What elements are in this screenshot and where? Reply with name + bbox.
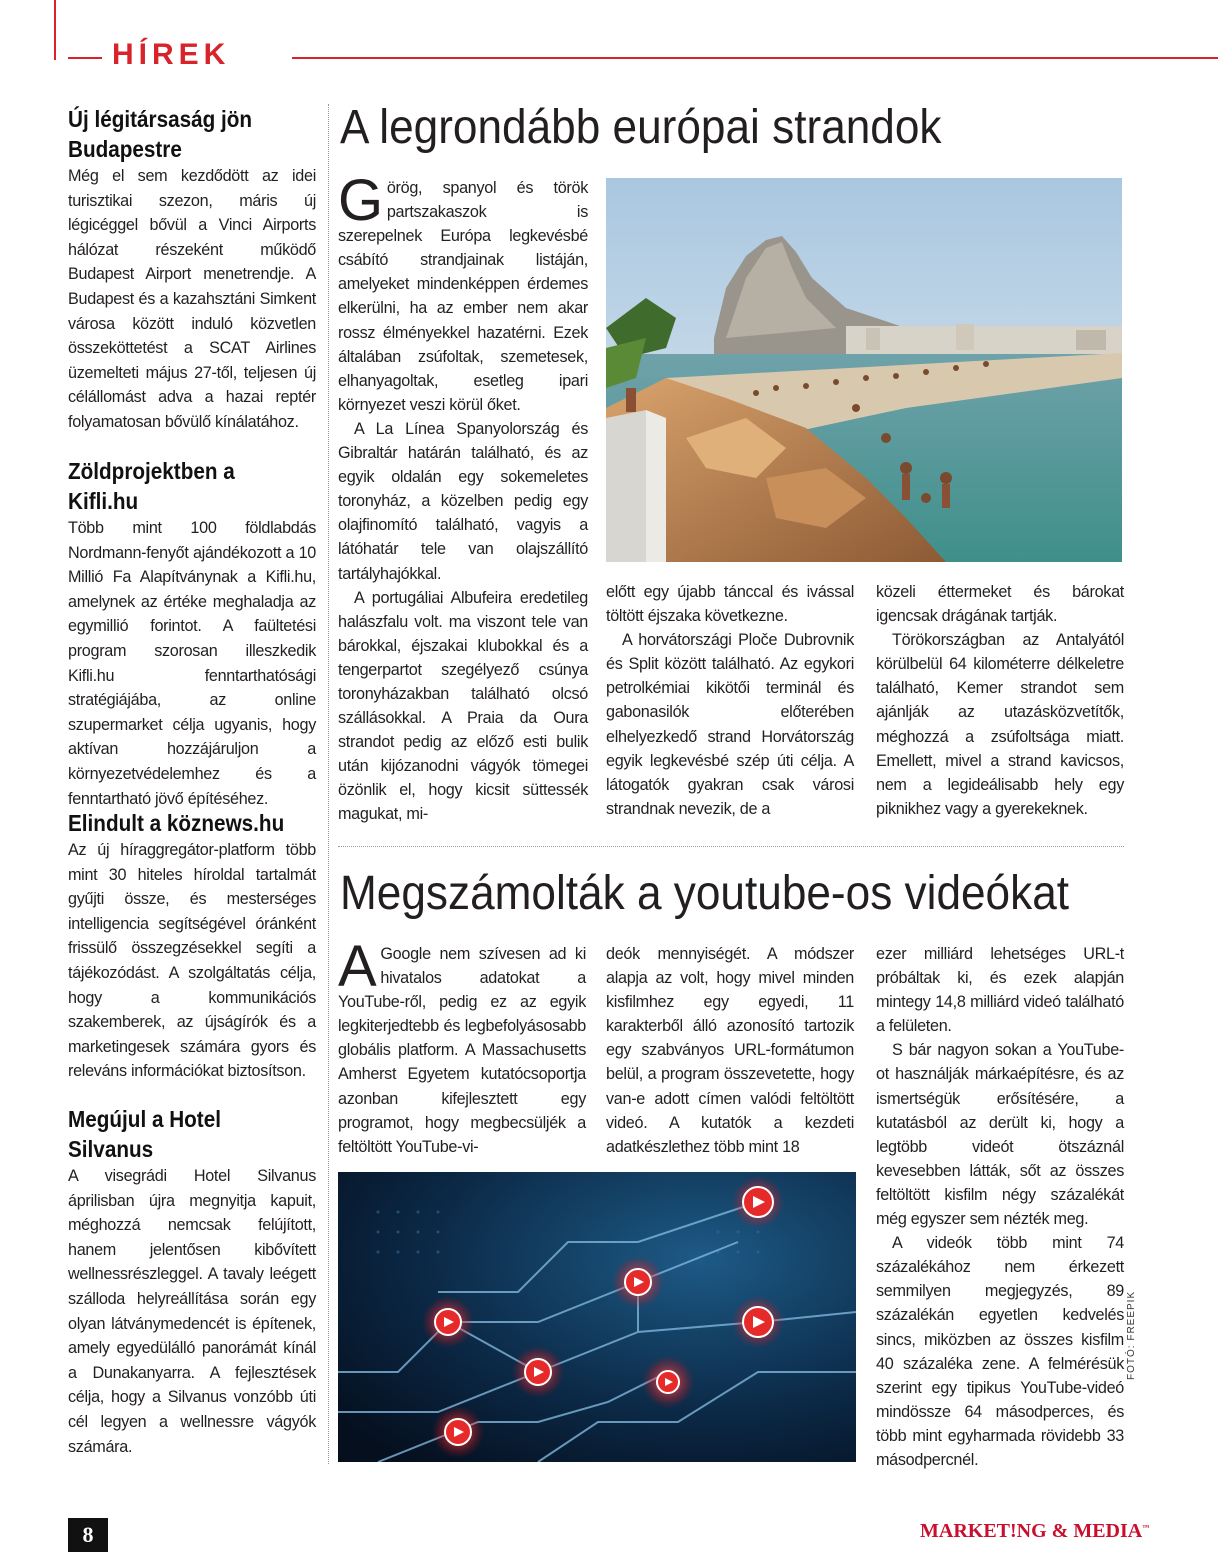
paragraph: ezer milliárd lehetséges URL-t próbáltak ki, és ezek alapján mintegy 14,8 milliárd videó található a felületen. — [876, 945, 1124, 1036]
paragraph: A La Línea Spanyolország és Gibraltár határán található, és az egyik oldalán egy sokemeletes toronyház, a közelben pedig egy olajfinomító található, vagyis a látóhatár tele van olajszállító tartályhajókkal. — [338, 419, 588, 583]
article-1-col-3 — [876, 580, 1124, 821]
brand-logo — [920, 1520, 1150, 1543]
header-rule-left — [68, 57, 102, 59]
paragraph: örög, spanyol és török partszakaszok is szerepelnek Európa legkevésbé csábító strandjainak listáján, amelyeket mindenképpen érdemes elkerülni, ha az ember nem akar rossz élményekkel hazatérni. Ezek általában zsúfoltak, szemetesek, elhanyagoltak, esetleg ipari környezet veszi körül őket. — [338, 179, 588, 414]
dropcap: G — [338, 168, 383, 233]
article-divider — [338, 846, 1124, 847]
article-2-headline: Megszámolták a youtube-os videókat — [340, 867, 1070, 920]
brand-name: MARKET!NG & MEDIA — [920, 1520, 1143, 1542]
sidebar-body: Az új híraggregátor-platform több mint 30 hiteles híroldal tartalmát gyűjti össze, és mesterséges intelligencia segítségével óránként frissülő összegzésekkel segíti a tájékozódást. A szolgáltatás célja, hogy a kommunikációs szakemberek, az újságírók és a marketingesek számára gyors és releváns információkat biztosítson. — [68, 841, 316, 1081]
section-label: HÍREK — [112, 38, 231, 71]
article-2-col-1 — [338, 934, 586, 1159]
sidebar-title: Új légitársaság jön Budapestre — [68, 106, 253, 162]
dropcap: A — [338, 934, 377, 999]
sidebar-item-2 — [68, 456, 316, 811]
photo-credit: FOTÓ: FREEPIK — [1126, 1290, 1137, 1380]
paragraph: előtt egy újabb tánccal és ivással töltött éjszaka következne. — [606, 583, 854, 626]
sidebar-title: Megújul a Hotel Silvanus — [68, 1106, 221, 1162]
sidebar-body: A visegrádi Hotel Silvanus áprilisban újra megnyitja kapuit, méghozzá nemcsak felújított, hanem jelentősen kibővített wellnessrészleggel. A tavaly leégett szálloda helyreállítása során egy olyan látványmedencét is építenek, amely egyedülálló panorámát kínál a Dunakanyarra. A fejlesztések célja, hogy a Silvanus vonzóbb úti cél legyen a wellnessre vágyók számára. — [68, 1167, 316, 1456]
paragraph: A portugáliai Albufeira eredetileg halászfalu volt. ma viszont tele van bárokkal, éjszakai klubokkal és a tengerpartot szegélyező csúnya toronyházakban található olcsó szállásokkal. A Praia da Oura strandot pedig az előző esti bulik után kijózanodni vágyók tömegei özönlik el, hogy kicsit süttessék magukat, mi- — [338, 588, 588, 824]
beach-illustration — [606, 178, 1122, 562]
left-margin-rule — [54, 0, 56, 60]
sidebar-item-4 — [68, 1104, 316, 1459]
article-2-col-2 — [606, 942, 854, 1159]
article-1-col-2 — [606, 580, 854, 821]
paragraph: A videók több mint 74 százalékához nem érkezett semmilyen megjegyzés, 89 százalékán egyetlen kedvelés sincs, miközben az összes kisfilm 40 százaléka zene. A felmérésük szerint egy tipikus YouTube-videó mindösszе 64 másodperces, és több mint egyharmada rövidebb 33 másodpercnél. — [876, 1234, 1124, 1469]
paragraph: deók mennyiségét. A módszer alapja az volt, hogy mivel minden kisfilmhez egy egyedi, 11 karakterből álló azonosító tartozik egy szabványos URL-formátumon belül, a program összevetette, hogy van-e adott címen valódi feltöltött videó. A kutatók a kezdeti adatkészlethez több mint 18 — [606, 945, 854, 1156]
header-rule-right — [292, 57, 1218, 59]
sidebar-title: Zöldprojektben a Kifli.hu — [68, 458, 235, 514]
article-2-col-3 — [876, 942, 1124, 1472]
article-1-headline: A legrondább európai strandok — [340, 101, 942, 154]
paragraph: A horvátországi Ploče Dubrovnik és Split között található. Az egykori petrolkémiai kikötői terminál és gabonasilók előterében elhelyezkedő strand Horvátország egyik legkevésbé szép úti célja. A látogatók gyakran csak városi strandnak nevezik, de a — [606, 631, 854, 818]
trademark-mark: ™ — [1142, 1523, 1150, 1532]
sidebar-body: Még el sem kezdődött az idei turisztikai szezon, máris új légicéggel bővül a Vinci Airports hálózat részeként működő Budapest Airport menetrendje. A Budapest és a kazahsztáni Simkent városa között induló közvetlen összeköttetést a SCAT Airlines üzemelteti május 27-től, teljesen új célállomást adva a hazai reptér folyamatosan bővülő kínálatához. — [68, 167, 316, 431]
sidebar-title: Elindult a köznews.hu — [68, 810, 285, 836]
paragraph: közeli éttermeket és bárokat igencsak drágának tartják. — [876, 583, 1124, 626]
paragraph: Google nem szívesen ad ki hivatalos adatokat a YouTube-ről, pedig ez az egyik legkiterjedtebb és legbefolyásosabb globális platform. A Massachusetts Amherst Egyetem kutatócsoportja azonban kifejlesztett egy programot, hogy megbecsüljék a feltöltött YouTube-vi- — [338, 945, 586, 1156]
paragraph: S bár nagyon sokan a YouTube-ot használják márkaépítésre, és az ismertségük erősítésére, a kutatásból az derült ki, hogy a legtöbb videót ötszáznál kevesebben látták, sőt az összes feltöltött kisfilm négy százalékát még egyszer sem nézték meg. — [876, 1041, 1124, 1229]
network-image — [338, 1172, 856, 1462]
column-divider — [328, 104, 329, 1464]
beach-photo — [606, 178, 1122, 562]
youtube-network-illustration — [338, 1172, 856, 1462]
sidebar-item-1 — [68, 104, 316, 435]
article-1-col-1 — [338, 168, 588, 827]
paragraph: Törökországban az Antalyától körülbelül 64 kilométerre délkeletre található, Kemer strandot sem ajánlják az utazásközvetítők, méghozzá a zsúfoltsága miatt. Emellett, mivel a strand kavicsos, nem a legideálisabb hely egy piknikhez vagy a gyerekeknek. — [876, 631, 1124, 818]
sidebar-item-3 — [68, 808, 316, 1084]
page-number: 8 — [68, 1518, 108, 1552]
sidebar-body: Több mint 100 földlabdás Nordmann-fenyőt ajándékozott a 10 Millió Fa Alapítványnak a Kifli.hu, amelynek az értéke meghaladja az egymillió forintot. A faültetési program szorosan illeszkedik Kifli.hu fenntarthatósági stratégiájába, az online szupermarket célja ugyanis, hogy aktívan hozzájáruljon a környezetvédelemhez és a fenntartható jövő építéséhez. — [68, 519, 316, 808]
